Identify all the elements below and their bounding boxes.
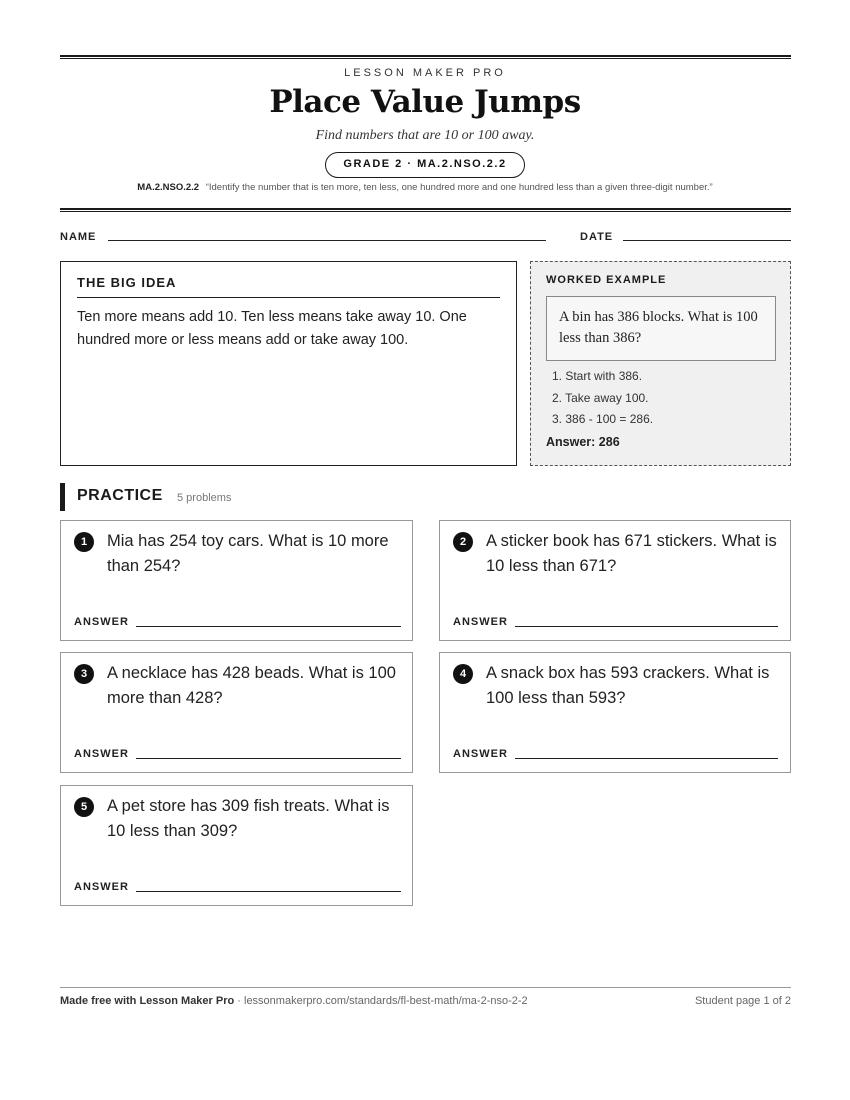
date-field[interactable]: [623, 240, 791, 241]
standard-code: MA.2.NSO.2.2: [137, 182, 200, 193]
answer-label: ANSWER: [74, 748, 129, 760]
practice-accent-bar: [60, 483, 65, 511]
big-idea-text: Ten more means add 10. Ten less means take away 10. One hundred more or less means add or take away 100.: [77, 309, 467, 348]
problem-text: A sticker book has 671 stickers. What is 10 less than 671?: [486, 532, 777, 575]
name-label: NAME: [60, 231, 97, 243]
brand-name: LESSON MAKER PRO: [344, 67, 506, 79]
footer-credit: [60, 995, 528, 1007]
big-idea-box: [60, 261, 517, 466]
worked-step: 1. Start with 386.: [552, 369, 643, 383]
big-idea-title: THE BIG IDEA: [77, 275, 177, 290]
answer-field[interactable]: [515, 626, 778, 627]
date-label: DATE: [580, 231, 614, 243]
answer-field[interactable]: [136, 891, 401, 892]
page-title: Place Value Jumps: [269, 84, 581, 120]
footer-divider: [60, 987, 791, 988]
problem-text: A snack box has 593 crackers. What is 100 less than 593?: [486, 664, 770, 707]
problem-card-3: [60, 652, 413, 773]
problem-text: A necklace has 428 beads. What is 100 more than 428?: [107, 664, 396, 707]
top-double-rule: [60, 55, 791, 59]
page-subtitle: Find numbers that are 10 or 100 away.: [315, 128, 535, 143]
problem-text: Mia has 254 toy cars. What is 10 more than 254?: [107, 532, 389, 575]
problem-card-4: [439, 652, 791, 773]
worked-example-box: [530, 261, 791, 466]
standard-description: [0, 182, 850, 193]
problem-number-badge: 1: [74, 532, 94, 552]
problem-number-badge: 3: [74, 664, 94, 684]
practice-count: 5 problems: [177, 492, 232, 504]
problem-card-1: [60, 520, 413, 641]
answer-label: ANSWER: [74, 616, 129, 628]
problem-number-badge: 5: [74, 797, 94, 817]
header-bottom-double-rule: [60, 208, 791, 212]
footer-url: · lessonmakerpro.com/standards/fl-best-math/ma-2-nso-2-2: [234, 995, 528, 1007]
answer-label: ANSWER: [74, 881, 129, 893]
footer-page-number: Student page 1 of 2: [694, 995, 791, 1007]
grade-badge: GRADE 2 · MA.2.NSO.2.2: [325, 152, 525, 178]
answer-label: ANSWER: [453, 748, 508, 760]
problem-number-badge: 4: [453, 664, 473, 684]
problem-text: A pet store has 309 fish treats. What is 10 less than 309?: [107, 797, 390, 840]
answer-field[interactable]: [515, 758, 778, 759]
worked-example-title: WORKED EXAMPLE: [546, 274, 667, 286]
answer-field[interactable]: [136, 626, 401, 627]
answer-field[interactable]: [136, 758, 401, 759]
worked-example-answer: Answer: 286: [546, 435, 620, 449]
standard-text: “Identify the number that is ten more, ten less, one hundred more and one hundred less than a given three-digit number.”: [205, 182, 713, 193]
worked-step: 2. Take away 100.: [552, 390, 649, 405]
problem-number-badge: 2: [453, 532, 473, 552]
problem-card-2: [439, 520, 791, 641]
name-field[interactable]: [108, 240, 546, 241]
worked-example-question: A bin has 386 blocks. What is 100 less than 386?: [546, 296, 776, 361]
practice-title: PRACTICE: [77, 487, 163, 504]
problem-card-5: [60, 785, 413, 906]
answer-label: ANSWER: [453, 616, 508, 628]
worked-example-steps: [552, 366, 653, 431]
worked-step: 3. 386 - 100 = 286.: [552, 412, 654, 426]
footer-brand: Made free with Lesson Maker Pro: [60, 995, 235, 1007]
big-idea-divider: [77, 297, 500, 298]
